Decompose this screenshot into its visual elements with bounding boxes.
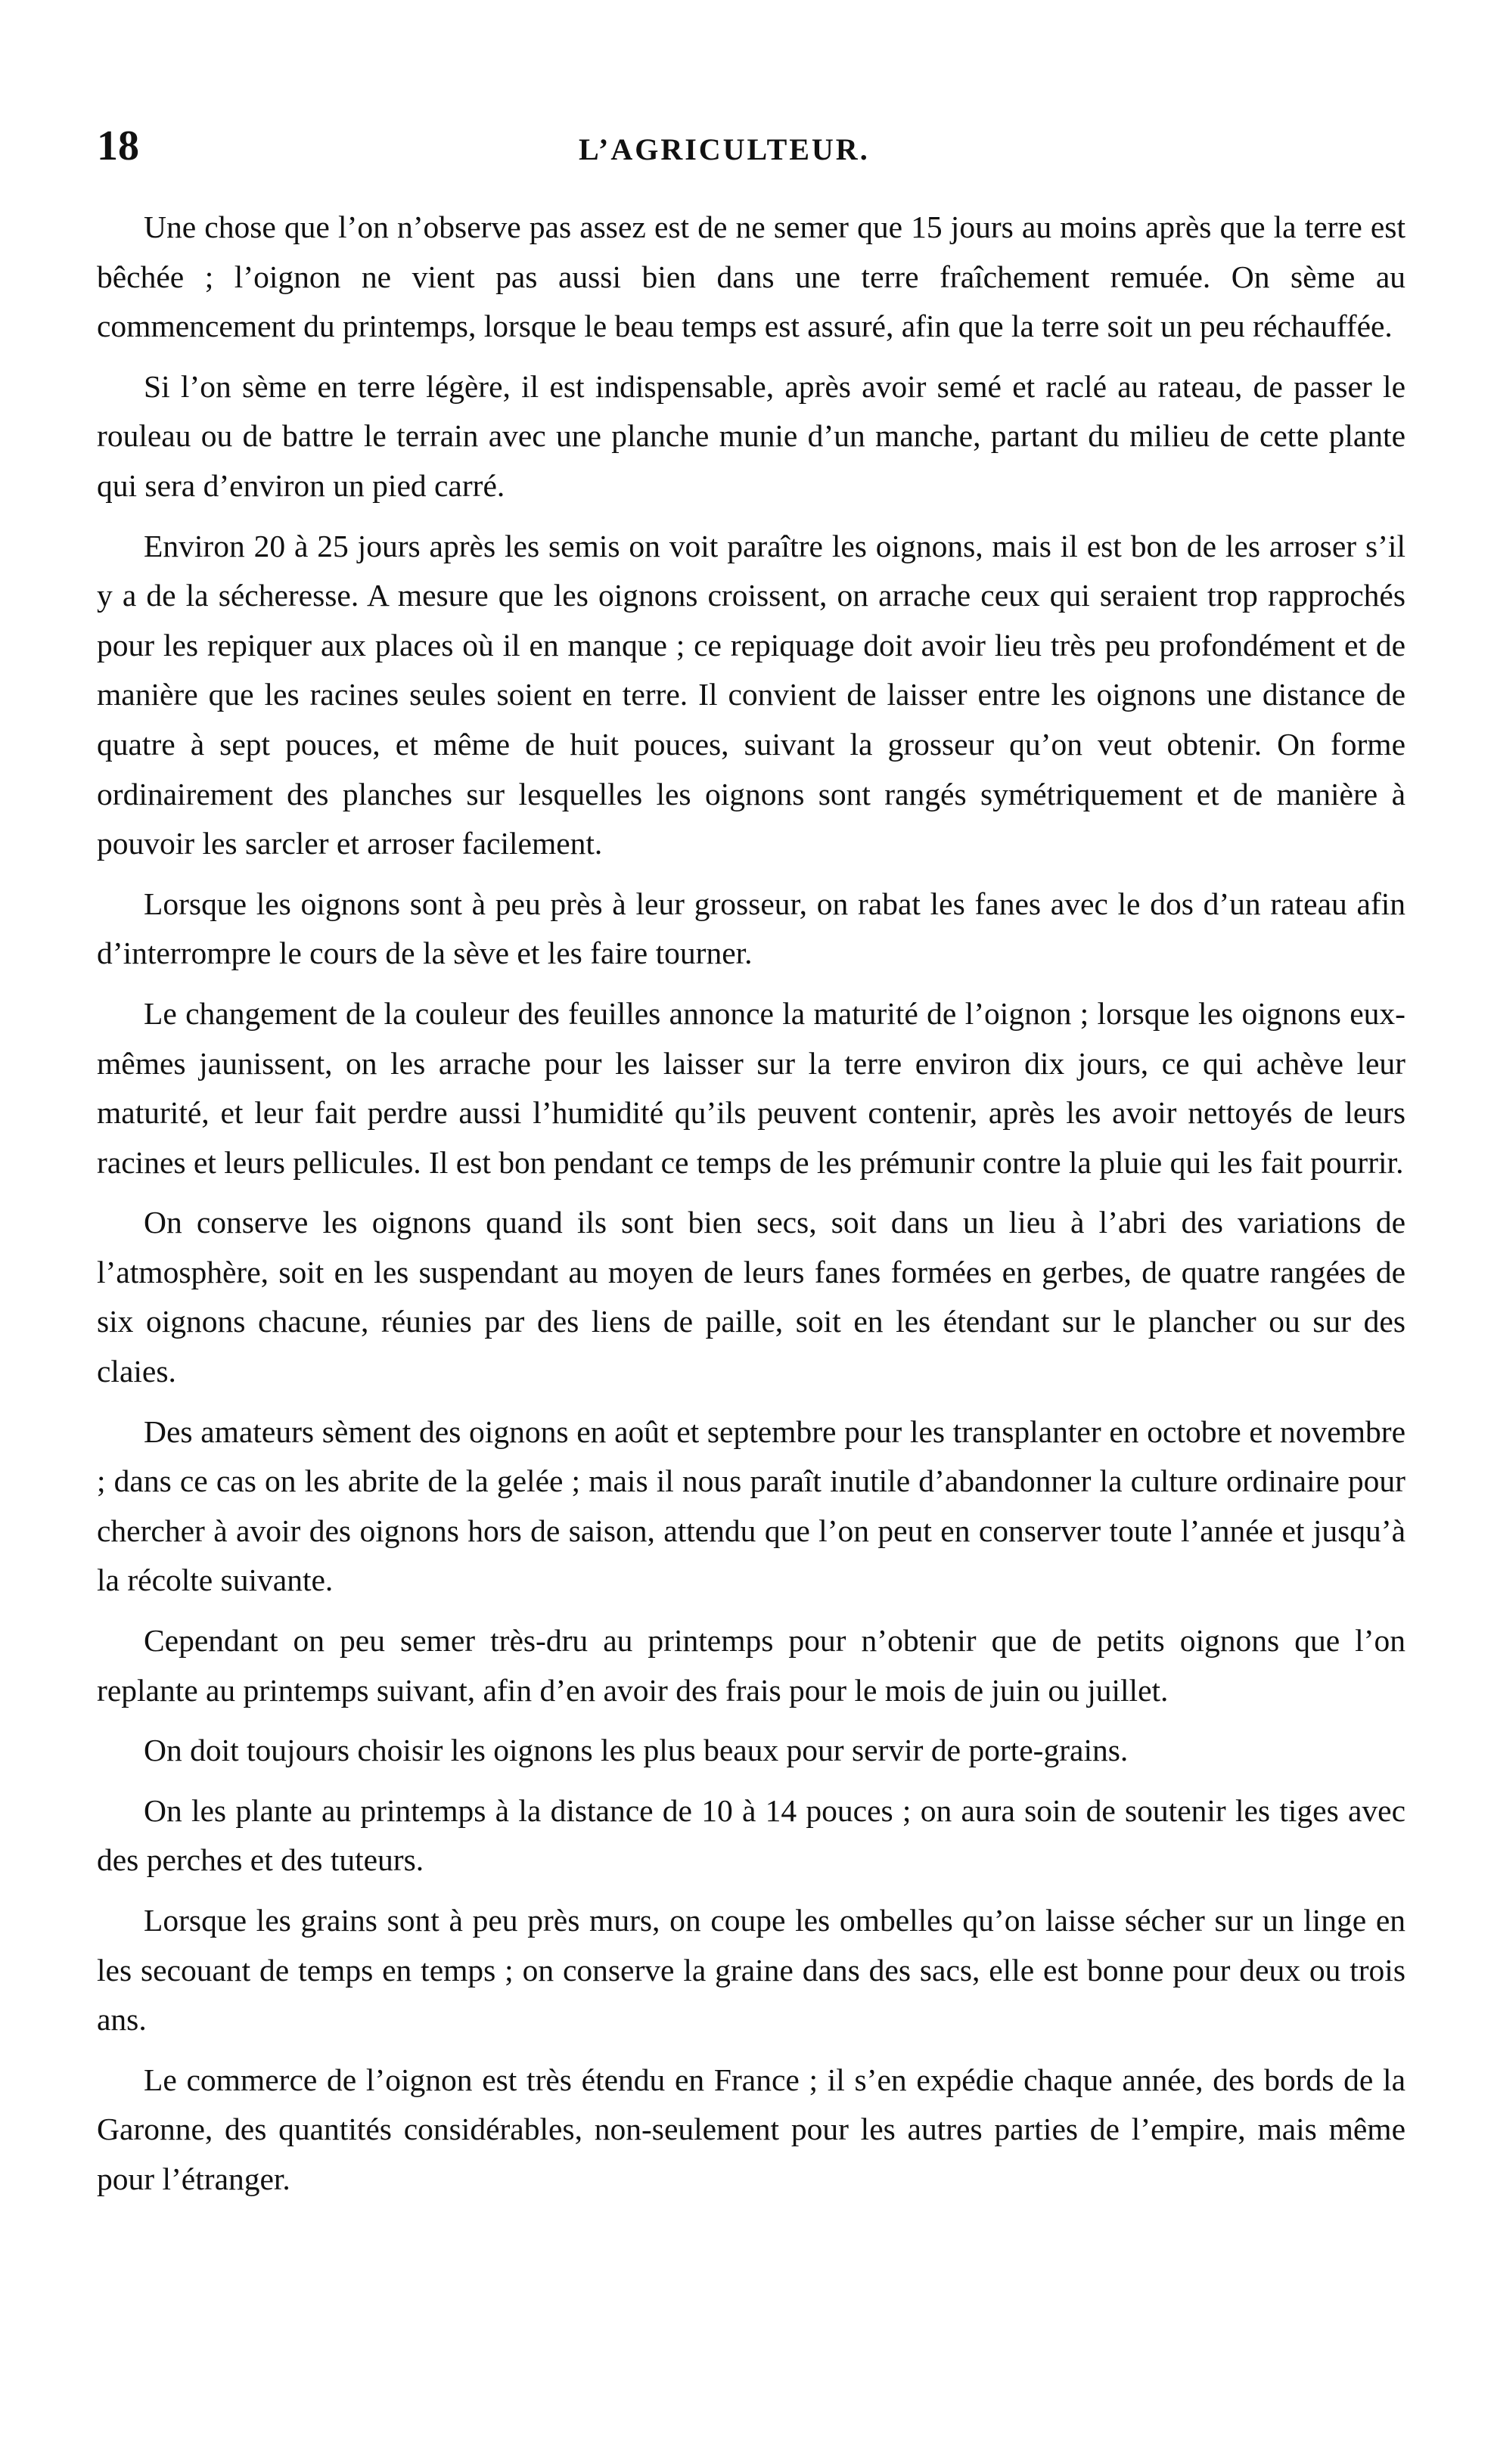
paragraph-small-onions: Cependant on peu semer très-dru au printemps pour n’obtenir que de petits oignons que l’on replante au printemps suivant, afin d’en avoir des frais pour le mois de juin ou juillet. — [97, 1623, 1405, 1708]
paragraph-seed-planting: On les plante au printemps à la distance de 10 à 14 pouces ; on aura soin de soutenir les tiges avec des perches et des tuteurs. — [97, 1792, 1405, 1878]
paragraph-maturity-harvest: Le changement de la couleur des feuilles annonce la maturité de l’oignon ; lorsque les oignons eux-mêmes jaunissent, on les arrache pour les laisser sur la terre environ dix jours, ce qui achève leur maturité, et leur fait perdre aussi l’humidité qu’ils peuvent contenir, après les avoir nettoyés de leurs racines et leurs pellicules. Il est bon pendant ce temps de les prémunir contre la pluie qui les fait pourrir. — [97, 995, 1405, 1180]
page-number: 18 — [97, 123, 139, 169]
paragraph-commerce: Le commerce de l’oignon est très étendu en France ; il s’en expédie chaque année, des bords de la Garonne, des quantités considérables, non-seulement pour les autres parties de l’empire, mais même pour l’étranger. — [97, 2062, 1405, 2196]
paragraph-autumn-sowing: Des amateurs sèment des oignons en août et septembre pour les transplanter en octobre et novembre ; dans ce cas on les abrite de la gelée ; mais il nous paraît inutile d’abandonner la culture ordinaire pour chercher à avoir des oignons hors de saison, attendu que l’on peut en conserver toute l’année et jusqu’à la récolte suivante. — [97, 1414, 1405, 1598]
running-title: L’AGRICULTEUR. — [579, 132, 870, 166]
paragraph-germination-thinning: Environ 20 à 25 jours après les semis on voit paraître les oignons, mais il est bon de les arroser s’il y a de la sécheresse. A mesure que les oignons croissent, on arrache ceux qui seraient trop rapprochés pour les repiquer aux places où il en manque ; ce repiquage doit avoir lieu très peu profondément et de manière que les racines seules soient en terre. Il convient de laisser entre les oignons une distance de quatre à sept pouces, et même de huit pouces, suivant la grosseur qu’on veut obtenir. On forme ordinairement des planches sur lesquelles les oignons sont rangés symétriquement et de manière à pouvoir les sarcler et arroser facilement. — [97, 528, 1405, 861]
paragraph-sowing-timing: Une chose que l’on n’observe pas assez est de ne semer que 15 jours au moins après que la terre est bêchée ; l’oignon ne vient pas aussi bien dans une terre fraîchement remuée. On sème au commencement du printemps, lorsque le beau temps est assuré, afin que la terre soit un peu réchauffée. — [97, 209, 1405, 344]
paragraph-seed-harvest: Lorsque les grains sont à peu près murs, on coupe les ombelles qu’on laisse sécher sur un linge en les secouant de temps en temps ; on conserve la graine dans des sacs, elle est bonne pour deux ou trois ans. — [97, 1903, 1405, 2037]
paragraph-storage: On conserve les oignons quand ils sont bien secs, soit dans un lieu à l’abri des variations de l’atmosphère, soit en les suspendant au moyen de leurs fanes formées en gerbes, de quatre rangées de six oignons chacune, réunies par des liens de paille, soit en les étendant sur le plancher ou sur des claies. — [97, 1205, 1405, 1389]
paragraph-seed-selection: On doit toujours choisir les oignons les plus beaux pour servir de porte-grains. — [144, 1733, 1129, 1768]
paragraph-leaf-folding: Lorsque les oignons sont à peu près à leur grosseur, on rabat les fanes avec le dos d’un rateau afin d’interrompre le cours de la sève et les faire tourner. — [97, 886, 1405, 971]
body-text — [97, 203, 1405, 2205]
paragraph-light-soil: Si l’on sème en terre légère, il est indispensable, après avoir semé et raclé au rateau, de passer le rouleau ou de battre le terrain avec une planche munie d’un manche, partant du milieu de cette plante qui sera d’environ un pied carré. — [97, 368, 1405, 503]
